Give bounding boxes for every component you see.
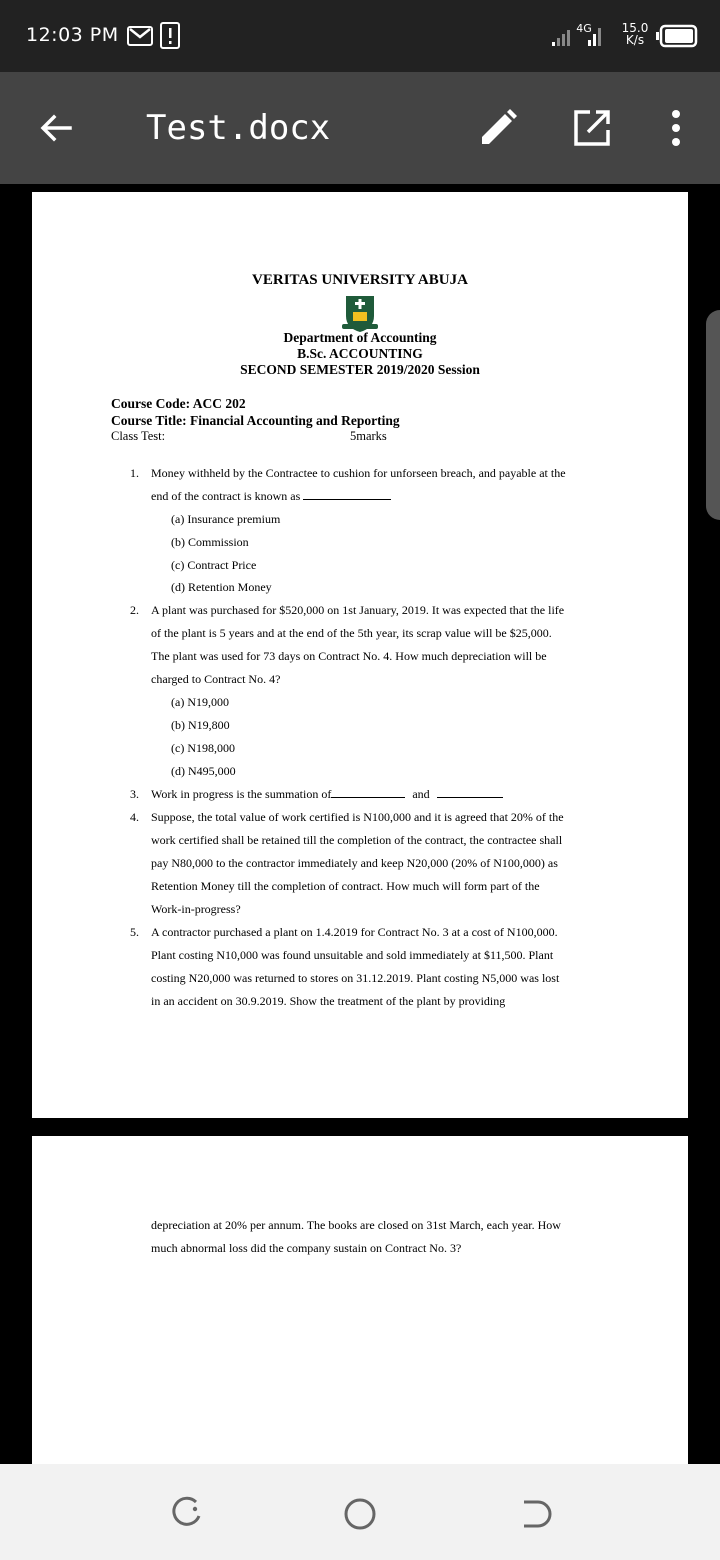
scroll-handle[interactable] <box>706 310 720 520</box>
answer-blank <box>437 788 503 798</box>
status-bar <box>0 0 720 72</box>
question-line: depreciation at 20% per annum. The books are closed on 31st March, each year. How <box>151 1218 561 1232</box>
course-title: Course Title: Financial Accounting and Reporting <box>111 413 400 428</box>
marks-label: 5marks <box>350 429 387 443</box>
question-2 <box>151 599 621 691</box>
question-number: 5. <box>130 925 139 939</box>
recents-icon[interactable] <box>166 1494 206 1534</box>
question-line: costing N20,000 was returned to stores on 31.12.2019. Plant costing N5,000 was lost <box>151 971 560 985</box>
question-line: in an accident on 30.9.2019. Show the treatment of the plant by providing <box>151 994 506 1008</box>
answer-blank <box>303 490 391 500</box>
option: (c) Contract Price <box>171 558 257 572</box>
option: (c) N198,000 <box>171 741 235 755</box>
question-line: much abnormal loss did the company sustain on Contract No. 3? <box>151 1241 462 1255</box>
question-line: work certified shall be retained till the completion of the contract, the contractee shall <box>151 833 563 847</box>
speed-unit: K/s <box>625 33 645 47</box>
battery-icon <box>656 24 698 48</box>
answer-blank <box>331 788 405 798</box>
option: (b) Commission <box>171 535 249 549</box>
network-speed <box>618 22 652 46</box>
session-name: SECOND SEMESTER 2019/2020 Session <box>240 362 480 377</box>
open-external-icon[interactable] <box>566 102 618 154</box>
question-number: 2. <box>130 603 139 617</box>
question-number: 3. <box>130 787 139 801</box>
gmail-icon <box>127 26 153 46</box>
question-4 <box>151 806 621 921</box>
question-line: Plant costing N10,000 was found unsuitable and sold immediately at $11,500. Plant <box>151 948 554 962</box>
speed-value: 15.0 <box>621 21 649 35</box>
option: (d) N495,000 <box>171 764 236 778</box>
question-line <box>151 485 621 508</box>
university-crest-icon <box>342 294 378 334</box>
question-number: 4. <box>130 810 139 824</box>
app-bar <box>0 72 720 184</box>
status-time: 12:03 PM <box>26 24 119 46</box>
question-5 <box>151 921 621 1013</box>
alert-icon <box>160 22 180 49</box>
option: (b) N19,800 <box>171 718 230 732</box>
class-test-label: Class Test: <box>111 429 166 443</box>
question-line: The plant was used for 73 days on Contract No. 4. How much depreciation will be <box>151 649 547 663</box>
question-line: Suppose, the total value of work certified is N100,000 and it is agreed that 20% of the <box>151 810 564 824</box>
question-line: of the plant is 5 years and at the end of the 5th year, its scrap value will be $25,000. <box>151 626 552 640</box>
more-vert-icon[interactable] <box>660 102 692 154</box>
back-icon[interactable] <box>516 1494 556 1534</box>
question-line-text: end of the contract is known as <box>151 489 301 503</box>
question-line: A contractor purchased a plant on 1.4.2019 for Contract No. 3 at a cost of N100,000. <box>151 925 558 939</box>
question-5-continued <box>151 1214 621 1260</box>
option: (a) Insurance premium <box>171 512 281 526</box>
question-line-text: Work in progress is the summation of <box>151 787 332 801</box>
navigation-bar <box>0 1464 720 1560</box>
question-line: Work-in-progress? <box>151 902 241 916</box>
university-name: VERITAS UNIVERSITY ABUJA <box>252 272 468 288</box>
document-viewer[interactable] <box>0 184 720 1464</box>
conjunction: and <box>412 787 430 801</box>
option: (a) N19,000 <box>171 695 229 709</box>
question-line: pay N80,000 to the contractor immediately and keep N20,000 (20% of N100,000) as <box>151 856 558 870</box>
home-icon[interactable] <box>340 1494 380 1534</box>
document-title: Test.docx <box>146 108 331 148</box>
network-type: 4G <box>576 22 592 35</box>
department-block <box>32 330 688 378</box>
question-3 <box>151 783 621 806</box>
question-line: A plant was purchased for $520,000 on 1st January, 2019. It was expected that the life <box>151 603 565 617</box>
course-code: Course Code: ACC 202 <box>111 396 246 411</box>
question-line: Retention Money till the completion of contract. How much will form part of the <box>151 879 540 893</box>
question-line: charged to Contract No. 4? <box>151 672 281 686</box>
department-name: Department of Accounting <box>283 330 437 345</box>
question-number: 1. <box>130 466 139 480</box>
question-1 <box>151 462 621 508</box>
programme-name: B.Sc. ACCOUNTING <box>297 346 423 361</box>
option: (d) Retention Money <box>171 580 272 594</box>
document-page-1 <box>32 192 688 1118</box>
question-line: Money withheld by the Contractee to cushion for unforseen breach, and payable at the <box>151 466 566 480</box>
signal-icon <box>550 22 610 48</box>
pencil-icon[interactable] <box>472 102 524 154</box>
document-page-2 <box>32 1136 688 1464</box>
arrow-left-icon[interactable] <box>30 102 82 154</box>
